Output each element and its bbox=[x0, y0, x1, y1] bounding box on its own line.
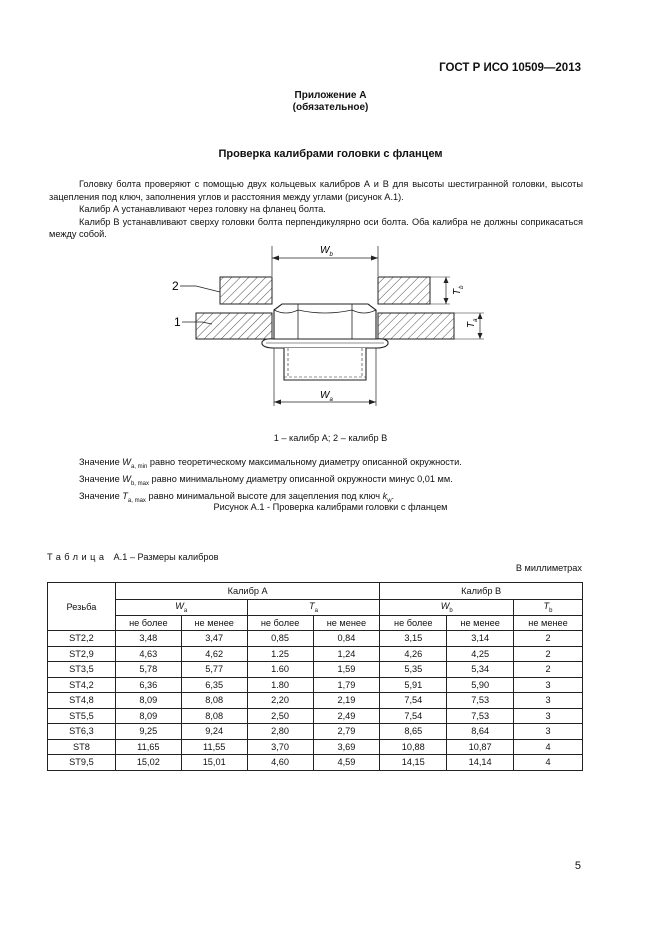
header-gauge-b: Калибр В bbox=[380, 583, 583, 600]
table-row bbox=[48, 646, 583, 662]
value-cell: 5,35 bbox=[380, 662, 447, 678]
table-row bbox=[48, 755, 583, 771]
header-min: не менее bbox=[447, 615, 514, 631]
header-ta: $T_a$ bbox=[247, 600, 380, 616]
value-cell: 14,14 bbox=[447, 755, 514, 771]
paragraph: Калибр А устанавливают через головку на фланец болта. bbox=[79, 204, 326, 215]
value-cell: 3,14 bbox=[447, 631, 514, 647]
value-cell: 1,59 bbox=[313, 662, 380, 678]
table-caption: Таблица А.1 – Размеры калибров bbox=[47, 552, 219, 562]
thread-cell: ST9,5 bbox=[48, 755, 116, 771]
value-cell: 2,19 bbox=[313, 693, 380, 709]
value-cell: 2 bbox=[514, 631, 583, 647]
header-wa: $W_a$ bbox=[115, 600, 247, 616]
value-cell: 1,24 bbox=[313, 646, 380, 662]
value-cell: 4,62 bbox=[181, 646, 247, 662]
value-cell: 5,91 bbox=[380, 677, 447, 693]
header-min: не менее bbox=[313, 615, 380, 631]
standard-designation: ГОСТ Р ИСО 10509—2013 bbox=[439, 62, 581, 74]
value-cell: 2,80 bbox=[247, 724, 313, 740]
header-min: не менее bbox=[181, 615, 247, 631]
value-cell: 8,65 bbox=[380, 724, 447, 740]
value-cell: 0,84 bbox=[313, 631, 380, 647]
value-cell: 7,53 bbox=[447, 693, 514, 709]
thread-cell: ST2,2 bbox=[48, 631, 116, 647]
gauge-diagram bbox=[150, 240, 510, 420]
value-cell: 4 bbox=[514, 739, 583, 755]
value-cell: 8,09 bbox=[115, 708, 181, 724]
value-cell: 4,25 bbox=[447, 646, 514, 662]
value-cell: 1.60 bbox=[247, 662, 313, 678]
figure-notes bbox=[79, 456, 462, 506]
value-cell: 3,70 bbox=[247, 739, 313, 755]
header-min: не менее bbox=[514, 615, 583, 631]
value-cell: 9,24 bbox=[181, 724, 247, 740]
header-tb: $T_b$ bbox=[514, 600, 583, 616]
value-cell: 2,50 bbox=[247, 708, 313, 724]
value-cell: 9,25 bbox=[115, 724, 181, 740]
table-row bbox=[48, 631, 583, 647]
thread-cell: ST4,8 bbox=[48, 693, 116, 709]
header-max: не более bbox=[115, 615, 181, 631]
value-cell: 3,48 bbox=[115, 631, 181, 647]
thread-cell: ST5,5 bbox=[48, 708, 116, 724]
thread-cell: ST3,5 bbox=[48, 662, 116, 678]
header-max: не более bbox=[247, 615, 313, 631]
figure-caption: Рисунок А.1 - Проверка калибрами головки с фланцем bbox=[213, 502, 448, 512]
value-cell: 8,09 bbox=[115, 693, 181, 709]
value-cell: 11,55 bbox=[181, 739, 247, 755]
value-cell: 1,79 bbox=[313, 677, 380, 693]
table-row bbox=[48, 724, 583, 740]
section-heading: Проверка калибрами головки с фланцем bbox=[218, 148, 443, 160]
thread-cell: ST2,9 bbox=[48, 646, 116, 662]
value-cell: 2,79 bbox=[313, 724, 380, 740]
value-cell: 4,26 bbox=[380, 646, 447, 662]
value-cell: 5,78 bbox=[115, 662, 181, 678]
value-cell: 11,65 bbox=[115, 739, 181, 755]
annex-status: (обязательное) bbox=[292, 102, 369, 113]
value-cell: 3,15 bbox=[380, 631, 447, 647]
value-cell: 4,59 bbox=[313, 755, 380, 771]
value-cell: 4 bbox=[514, 755, 583, 771]
value-cell: 7,54 bbox=[380, 693, 447, 709]
header-gauge-a: Калибр А bbox=[115, 583, 379, 600]
value-cell: 5,90 bbox=[447, 677, 514, 693]
gauge-dimensions-table bbox=[47, 582, 583, 771]
thread-cell: ST8 bbox=[48, 739, 116, 755]
dim-wb-label: $W_b$ bbox=[320, 245, 333, 258]
value-cell: 10,87 bbox=[447, 739, 514, 755]
value-cell: 3,47 bbox=[181, 631, 247, 647]
table-units: В миллиметрах bbox=[515, 563, 582, 573]
value-cell: 2 bbox=[514, 646, 583, 662]
value-cell: 2 bbox=[514, 662, 583, 678]
value-cell: 1.80 bbox=[247, 677, 313, 693]
note-wb: Значение $W_{b, max}$ равно минимальному диаметру описанной окружности минус 0,01 мм. bbox=[79, 473, 453, 487]
value-cell: 3 bbox=[514, 724, 583, 740]
value-cell: 3 bbox=[514, 677, 583, 693]
table-row bbox=[48, 739, 583, 755]
value-cell: 5,34 bbox=[447, 662, 514, 678]
body-text bbox=[49, 178, 583, 241]
paragraph: Головку болта проверяют с помощью двух кольцевых калибров А и В для высоты шестигранной головки, высоты зацепления под ключ, заполнения углов и расстояния между углами (рисунок А.1). bbox=[49, 179, 583, 202]
table-row bbox=[48, 708, 583, 724]
callout-gauge-b: 2 bbox=[172, 279, 179, 293]
dim-wa-label: $W_a$ bbox=[320, 390, 333, 403]
table-row bbox=[48, 693, 583, 709]
callout-gauge-a: 1 bbox=[174, 315, 181, 329]
value-cell: 8,64 bbox=[447, 724, 514, 740]
dim-ta-label: $T_a$ bbox=[466, 318, 479, 328]
value-cell: 8,08 bbox=[181, 693, 247, 709]
value-cell: 2,49 bbox=[313, 708, 380, 724]
value-cell: 15,01 bbox=[181, 755, 247, 771]
value-cell: 7,54 bbox=[380, 708, 447, 724]
table-row bbox=[48, 677, 583, 693]
value-cell: 8,08 bbox=[181, 708, 247, 724]
value-cell: 7,53 bbox=[447, 708, 514, 724]
value-cell: 15,02 bbox=[115, 755, 181, 771]
thread-cell: ST4,2 bbox=[48, 677, 116, 693]
figure-legend: 1 – калибр А; 2 – калибр В bbox=[273, 433, 388, 443]
value-cell: 0,85 bbox=[247, 631, 313, 647]
value-cell: 4,63 bbox=[115, 646, 181, 662]
thread-cell: ST6,3 bbox=[48, 724, 116, 740]
annex-title: Приложение А bbox=[294, 90, 367, 101]
note-wa: Значение $W_{a, min}$ равно теоретическому максимальному диаметру описанной окружности. bbox=[79, 457, 462, 470]
table-row bbox=[48, 662, 583, 678]
value-cell: 5,77 bbox=[181, 662, 247, 678]
value-cell: 10,88 bbox=[380, 739, 447, 755]
dim-tb-label: $T_b$ bbox=[452, 285, 465, 295]
value-cell: 1.25 bbox=[247, 646, 313, 662]
value-cell: 6,35 bbox=[181, 677, 247, 693]
value-cell: 6,36 bbox=[115, 677, 181, 693]
note-ta: Значение $T_{a, max}$ равно минимальной высоте для зацепления под ключ $k_w$. bbox=[79, 490, 395, 504]
header-thread: Резьба bbox=[48, 583, 116, 631]
value-cell: 3 bbox=[514, 708, 583, 724]
paragraph: Калибр В устанавливают сверху головки болта перпендикулярно оси болта. Оба калибра не должны соприкасаться между собой. bbox=[49, 216, 583, 240]
page-number: 5 bbox=[574, 860, 581, 872]
value-cell: 14,15 bbox=[380, 755, 447, 771]
value-cell: 3,69 bbox=[313, 739, 380, 755]
value-cell: 2,20 bbox=[247, 693, 313, 709]
header-wb: $W_b$ bbox=[380, 600, 514, 616]
header-max: не более bbox=[380, 615, 447, 631]
value-cell: 4,60 bbox=[247, 755, 313, 771]
value-cell: 3 bbox=[514, 693, 583, 709]
